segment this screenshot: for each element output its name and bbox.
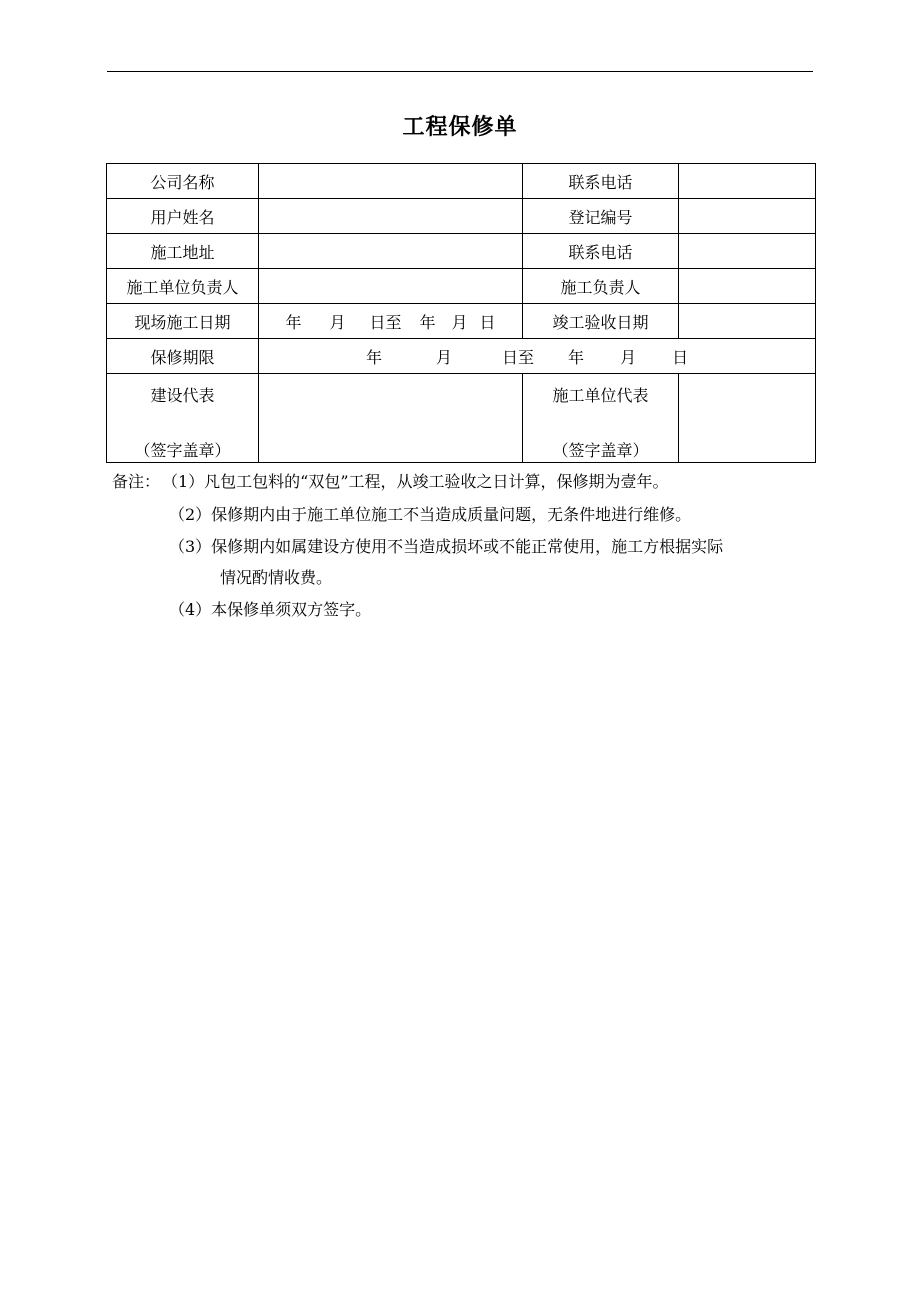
- warranty-field[interactable]: [259, 339, 816, 374]
- note-item-3-cont: 情况酌情收费。: [220, 568, 333, 587]
- address-field[interactable]: [259, 234, 523, 269]
- site-day-2: 日: [479, 312, 496, 332]
- site-date-field[interactable]: [259, 304, 523, 339]
- table-row: [107, 339, 816, 374]
- unit-signature-field[interactable]: [679, 374, 816, 463]
- site-month-2: 月: [451, 312, 468, 332]
- reg-no-field[interactable]: [679, 199, 816, 234]
- owner-rep-cell: [107, 374, 259, 463]
- construction-leader-label: 施工负责人: [523, 269, 679, 304]
- warranty-day-2: 日: [672, 347, 689, 367]
- warranty-month-2: 月: [620, 347, 637, 367]
- phone-label-2: 联系电话: [523, 234, 679, 269]
- phone-field-2[interactable]: [679, 234, 816, 269]
- site-date-label: 现场施工日期: [107, 304, 259, 339]
- site-day-to: 日至: [369, 312, 402, 332]
- page-title: 工程保修单: [402, 115, 518, 140]
- warranty-month: 月: [436, 347, 453, 367]
- unit-rep-label: 施工单位代表: [552, 386, 649, 405]
- unit-leader-field[interactable]: [259, 269, 523, 304]
- reg-no-label: 登记编号: [523, 199, 679, 234]
- address-label: 施工地址: [107, 234, 259, 269]
- acceptance-date-field[interactable]: [679, 304, 816, 339]
- notes-prefix: 备注：: [112, 472, 161, 491]
- header-rule: [107, 71, 813, 72]
- owner-signature-field[interactable]: [259, 374, 523, 463]
- unit-rep-cell: [523, 374, 679, 463]
- note-item-2: （2）保修期内由于施工单位施工不当造成质量问题，无条件地进行维修。: [169, 505, 692, 524]
- table-row: [107, 164, 816, 199]
- phone-field[interactable]: [679, 164, 816, 199]
- construction-leader-field[interactable]: [679, 269, 816, 304]
- table-row: [107, 304, 816, 339]
- table-row: [107, 199, 816, 234]
- unit-leader-label: 施工单位负责人: [107, 269, 259, 304]
- warranty-day-to: 日至: [502, 347, 535, 367]
- site-year-2: 年: [419, 312, 436, 332]
- company-name-label: 公司名称: [107, 164, 259, 199]
- table-row: [107, 234, 816, 269]
- table-row: [107, 374, 816, 463]
- warranty-form-table: [106, 163, 816, 463]
- warranty-year: 年: [366, 347, 383, 367]
- table-row: [107, 269, 816, 304]
- phone-label: 联系电话: [523, 164, 679, 199]
- owner-rep-label: 建设代表: [150, 386, 215, 405]
- note-item-3: （3）保修期内如属建设方使用不当造成损坏或不能正常使用，施工方根据实际: [169, 537, 724, 556]
- warranty-label: 保修期限: [107, 339, 259, 374]
- unit-sign-label: （签字盖章）: [552, 441, 649, 460]
- site-year: 年: [285, 312, 302, 332]
- user-name-label: 用户姓名: [107, 199, 259, 234]
- owner-sign-label: （签字盖章）: [134, 441, 231, 460]
- acceptance-date-label: 竣工验收日期: [523, 304, 679, 339]
- note-item-1: （1）凡包工包料的“双包”工程，从竣工验收之日计算，保修期为壹年。: [162, 472, 669, 491]
- note-item-4: （4）本保修单须双方签字。: [169, 600, 372, 619]
- warranty-year-2: 年: [568, 347, 585, 367]
- site-month: 月: [329, 312, 346, 332]
- company-name-field[interactable]: [259, 164, 523, 199]
- user-name-field[interactable]: [259, 199, 523, 234]
